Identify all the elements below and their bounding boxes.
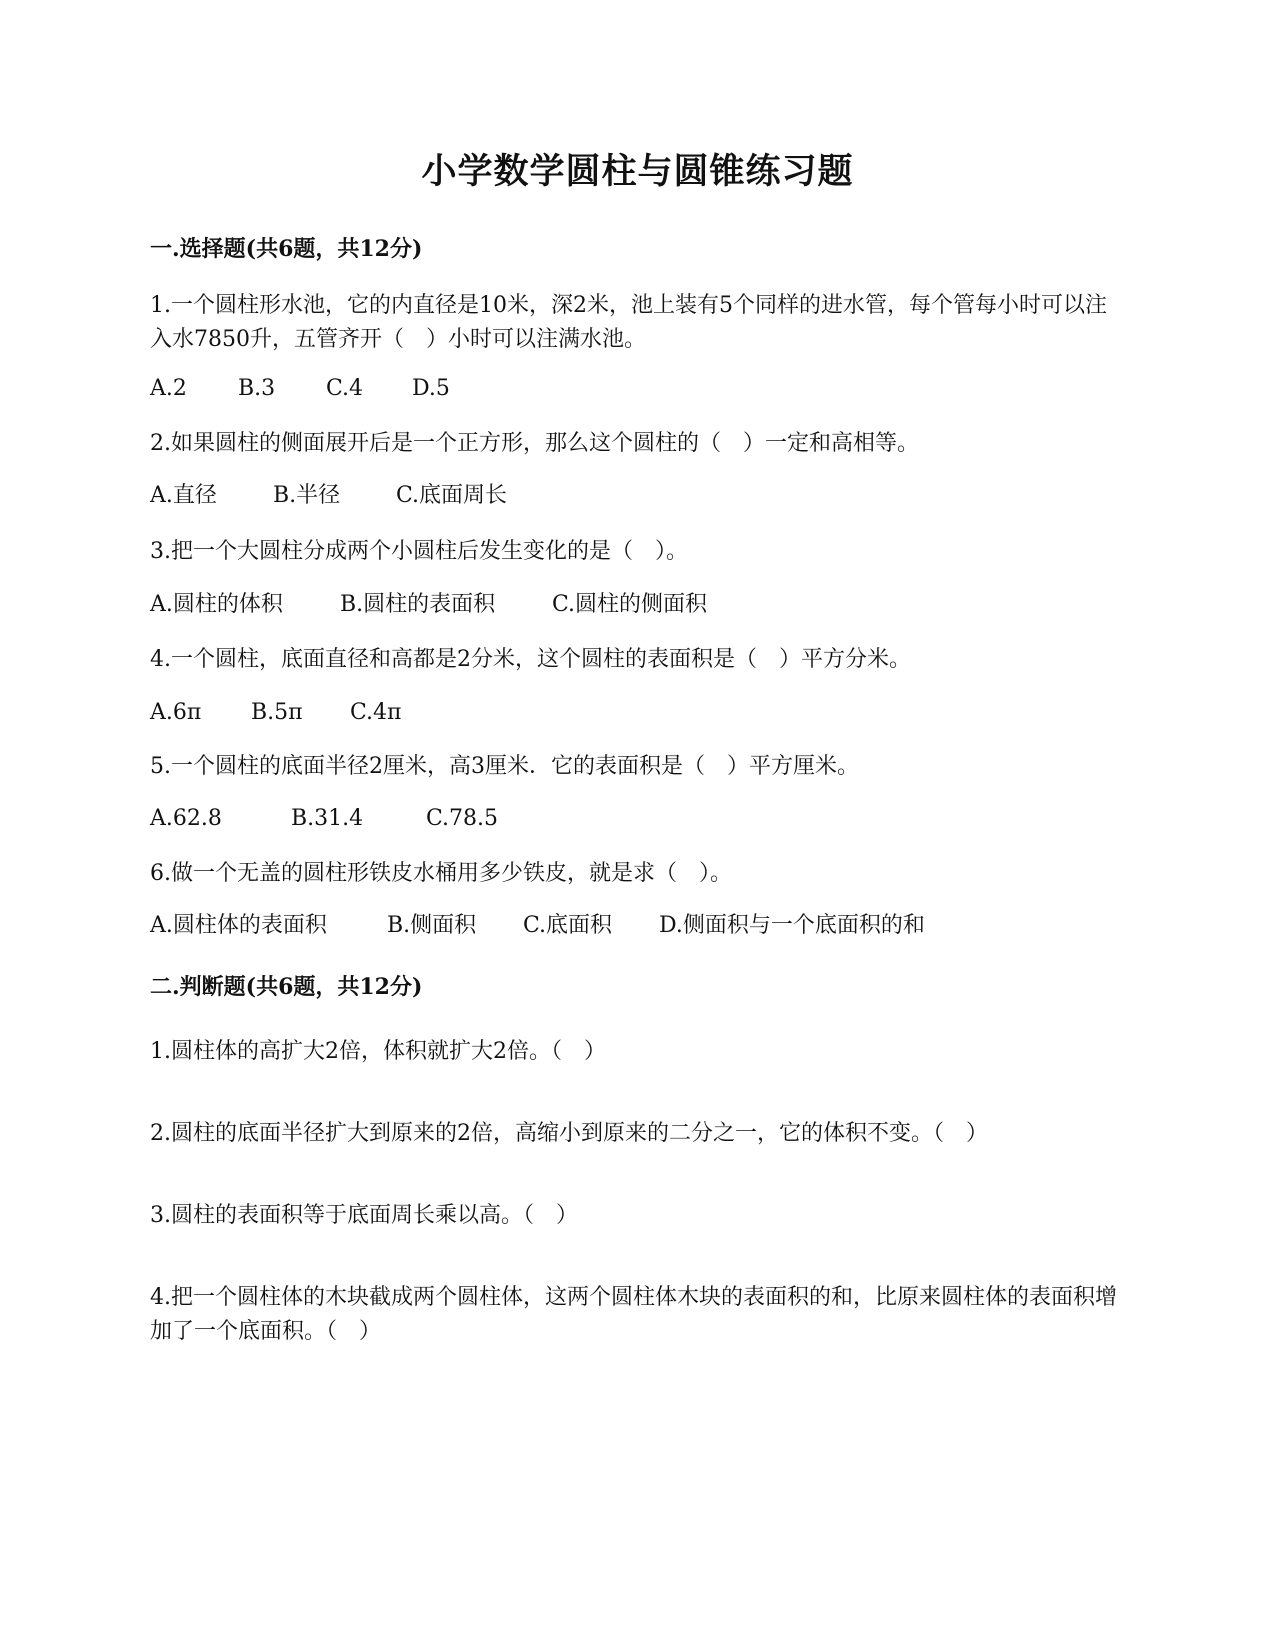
option-c: C.圆柱的侧面积: [552, 592, 708, 617]
option-c: C.4π: [350, 700, 402, 725]
option-c: C.78.5: [426, 806, 499, 831]
option-b: B.31.4: [291, 806, 364, 831]
option-b: B.3: [238, 376, 276, 401]
choice-question-1: 1.一个圆柱形水池，它的内直径是10米，深2米，池上装有5个同样的进水管，每个管每小时可以注入水7850升，五管齐开（ ）小时可以注满水池。: [150, 293, 1107, 352]
option-d: D.侧面积与一个底面积的和: [659, 913, 925, 938]
option-a: A.圆柱的体积: [150, 592, 283, 617]
choice-question-2: 2.如果圆柱的侧面展开后是一个正方形，那么这个圆柱的（ ）一定和高相等。: [150, 431, 919, 456]
option-a: A.圆柱体的表面积: [150, 913, 327, 938]
choice-options-2: [150, 480, 507, 512]
choice-question-5: 5.一个圆柱的底面半径2厘米，高3厘米．它的表面积是（ ）平方厘米。: [150, 754, 859, 779]
option-c: C.底面积: [523, 913, 613, 938]
option-c: C.4: [326, 376, 364, 401]
option-b: B.5π: [251, 700, 303, 725]
option-b: B.侧面积: [387, 913, 477, 938]
section-heading-judgment: 二.判断题(共6题，共12分): [150, 974, 423, 1000]
judgment-question-4: 4.把一个圆柱体的木块截成两个圆柱体，这两个圆柱体木块的表面积的和，比原来圆柱体的表面积增加了一个底面积。（ ）: [150, 1285, 1117, 1344]
choice-options-3: [150, 589, 707, 621]
judgment-question-2: 2.圆柱的底面半径扩大到原来的2倍，高缩小到原来的二分之一，它的体积不变。（ ）: [150, 1121, 988, 1146]
choice-question-4: 4.一个圆柱，底面直径和高都是2分米，这个圆柱的表面积是（ ）平方分米。: [150, 647, 911, 672]
option-b: B.圆柱的表面积: [340, 592, 496, 617]
option-b: B.半径: [273, 483, 341, 508]
choice-question-3: 3.把一个大圆柱分成两个小圆柱后发生变化的是（ ）。: [150, 539, 688, 564]
option-a: A.直径: [150, 483, 217, 508]
option-a: A.6π: [150, 700, 202, 725]
section-heading-choice: 一.选择题(共6题，共12分): [150, 236, 423, 262]
option-a: A.62.8: [150, 806, 222, 831]
choice-options-6: [150, 910, 925, 942]
choice-question-6: 6.做一个无盖的圆柱形铁皮水桶用多少铁皮，就是求（ ）。: [150, 861, 732, 886]
choice-options-5: [150, 803, 498, 835]
option-d: D.5: [412, 376, 450, 401]
choice-options-1: [150, 373, 450, 405]
page-title: 小学数学圆柱与圆锥练习题: [421, 151, 854, 192]
judgment-question-3: 3.圆柱的表面积等于底面周长乘以高。（ ）: [150, 1203, 578, 1228]
option-a: A.2: [150, 376, 187, 401]
option-c: C.底面周长: [396, 483, 508, 508]
judgment-question-1: 1.圆柱体的高扩大2倍，体积就扩大2倍。（ ）: [150, 1039, 606, 1064]
choice-options-4: [150, 697, 402, 729]
